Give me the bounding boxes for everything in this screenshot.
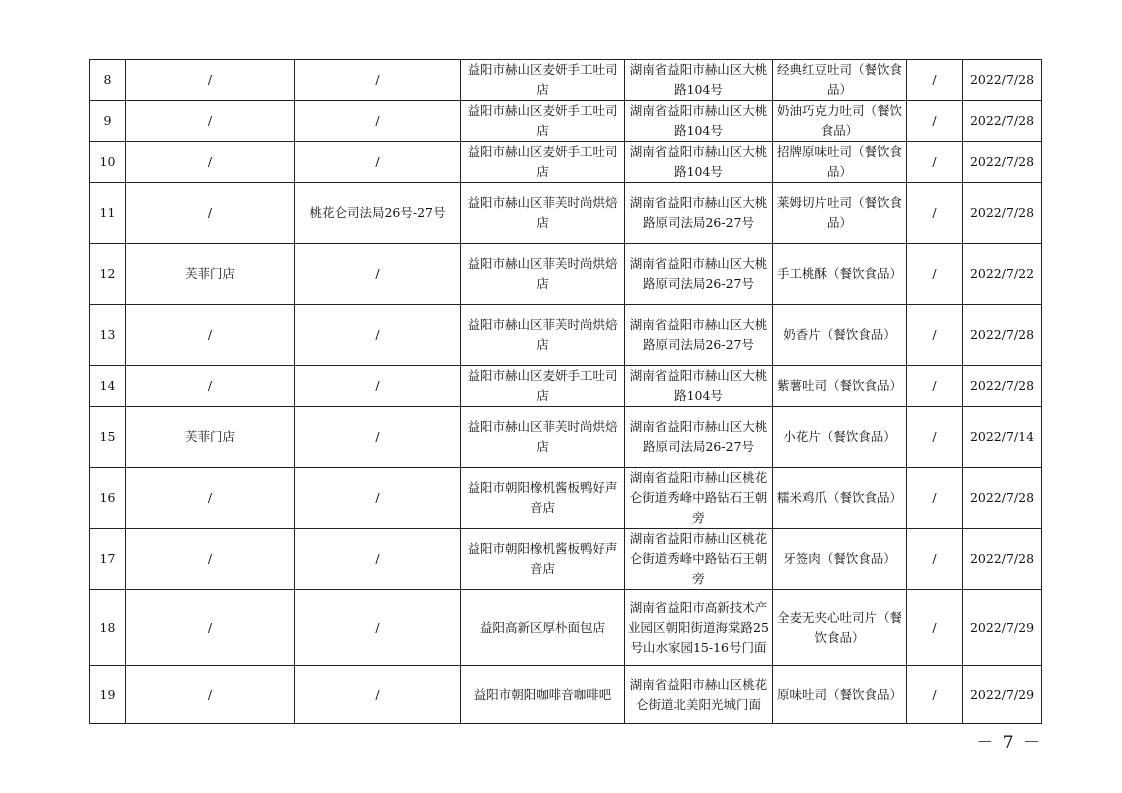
producer-cell: 益阳市赫山区菲芙时尚烘焙店 (461, 183, 625, 244)
cell: / (295, 529, 461, 590)
table-row (90, 529, 1042, 590)
cell: 芙菲门店 (126, 407, 295, 468)
cell: / (907, 529, 963, 590)
product-cell: 招牌原味吐司（餐饮食品） (773, 142, 907, 183)
row-number-cell: 10 (90, 142, 126, 183)
date-cell: 2022/7/28 (963, 529, 1042, 590)
row-number-cell: 14 (90, 366, 126, 407)
address-cell: 湖南省益阳市赫山区大桃路104号 (625, 60, 773, 101)
cell: / (126, 590, 295, 666)
cell: / (295, 101, 461, 142)
address-cell: 湖南省益阳市高新技术产业园区朝阳街道海棠路25号山水家园15-16号门面 (625, 590, 773, 666)
cell: / (295, 666, 461, 724)
address-cell: 湖南省益阳市赫山区大桃路104号 (625, 366, 773, 407)
table-row (90, 407, 1042, 468)
producer-cell: 益阳市赫山区菲芙时尚烘焙店 (461, 244, 625, 305)
cell: / (295, 142, 461, 183)
address-cell: 湖南省益阳市赫山区桃花仑街道秀峰中路钻石王朝旁 (625, 468, 773, 529)
address-cell: 湖南省益阳市赫山区大桃路104号 (625, 101, 773, 142)
address-cell: 湖南省益阳市赫山区大桃路原司法局26-27号 (625, 244, 773, 305)
cell: / (907, 468, 963, 529)
producer-cell: 益阳市赫山区麦妍手工吐司店 (461, 101, 625, 142)
date-cell: 2022/7/29 (963, 666, 1042, 724)
address-cell: 湖南省益阳市赫山区大桃路原司法局26-27号 (625, 183, 773, 244)
product-cell: 奶香片（餐饮食品） (773, 305, 907, 366)
product-cell: 莱姆切片吐司（餐饮食品） (773, 183, 907, 244)
page-number: － 7 － (976, 733, 1042, 753)
date-cell: 2022/7/28 (963, 142, 1042, 183)
producer-cell: 益阳市朝阳橡机酱板鸭好声音店 (461, 468, 625, 529)
address-cell: 湖南省益阳市赫山区大桃路原司法局26-27号 (625, 407, 773, 468)
cell: / (126, 366, 295, 407)
table-row (90, 244, 1042, 305)
producer-cell: 益阳市赫山区菲芙时尚烘焙店 (461, 407, 625, 468)
table-row (90, 305, 1042, 366)
product-cell: 小花片（餐饮食品） (773, 407, 907, 468)
cell: / (126, 101, 295, 142)
cell: / (295, 244, 461, 305)
cell: / (907, 666, 963, 724)
producer-cell: 益阳高新区厚朴面包店 (461, 590, 625, 666)
row-number-cell: 9 (90, 101, 126, 142)
product-cell: 经典红豆吐司（餐饮食品） (773, 60, 907, 101)
product-cell: 全麦无夹心吐司片（餐饮食品） (773, 590, 907, 666)
cell: / (295, 305, 461, 366)
cell: / (295, 468, 461, 529)
cell: / (126, 666, 295, 724)
cell: / (295, 60, 461, 101)
table-row (90, 142, 1042, 183)
producer-cell: 益阳市赫山区麦妍手工吐司店 (461, 60, 625, 101)
cell: / (126, 60, 295, 101)
date-cell: 2022/7/28 (963, 183, 1042, 244)
cell: / (907, 305, 963, 366)
cell: / (907, 590, 963, 666)
cell: 桃花仑司法局26号-27号 (295, 183, 461, 244)
cell: / (295, 407, 461, 468)
date-cell: 2022/7/29 (963, 590, 1042, 666)
cell: / (907, 366, 963, 407)
date-cell: 2022/7/28 (963, 101, 1042, 142)
producer-cell: 益阳市朝阳咖啡音咖啡吧 (461, 666, 625, 724)
cell: / (907, 183, 963, 244)
date-cell: 2022/7/28 (963, 305, 1042, 366)
address-cell: 湖南省益阳市赫山区大桃路原司法局26-27号 (625, 305, 773, 366)
producer-cell: 益阳市赫山区麦妍手工吐司店 (461, 366, 625, 407)
cell: / (126, 142, 295, 183)
cell: / (907, 244, 963, 305)
product-cell: 手工桃酥（餐饮食品） (773, 244, 907, 305)
product-cell: 奶油巧克力吐司（餐饮食品） (773, 101, 907, 142)
food-inspection-table (89, 59, 1042, 724)
table-row (90, 60, 1042, 101)
row-number-cell: 13 (90, 305, 126, 366)
row-number-cell: 12 (90, 244, 126, 305)
producer-cell: 益阳市赫山区菲芙时尚烘焙店 (461, 305, 625, 366)
row-number-cell: 19 (90, 666, 126, 724)
cell: / (126, 305, 295, 366)
date-cell: 2022/7/22 (963, 244, 1042, 305)
product-cell: 原味吐司（餐饮食品） (773, 666, 907, 724)
row-number-cell: 17 (90, 529, 126, 590)
row-number-cell: 15 (90, 407, 126, 468)
table-row (90, 590, 1042, 666)
row-number-cell: 8 (90, 60, 126, 101)
product-cell: 紫薯吐司（餐饮食品） (773, 366, 907, 407)
product-cell: 糯米鸡爪（餐饮食品） (773, 468, 907, 529)
address-cell: 湖南省益阳市赫山区桃花仑街道秀峰中路钻石王朝旁 (625, 529, 773, 590)
table-row (90, 366, 1042, 407)
cell: / (295, 590, 461, 666)
date-cell: 2022/7/14 (963, 407, 1042, 468)
cell: / (907, 101, 963, 142)
producer-cell: 益阳市朝阳橡机酱板鸭好声音店 (461, 529, 625, 590)
row-number-cell: 18 (90, 590, 126, 666)
date-cell: 2022/7/28 (963, 468, 1042, 529)
date-cell: 2022/7/28 (963, 60, 1042, 101)
row-number-cell: 11 (90, 183, 126, 244)
table-row (90, 666, 1042, 724)
cell: / (126, 183, 295, 244)
cell: 芙菲门店 (126, 244, 295, 305)
table-row (90, 101, 1042, 142)
cell: / (907, 142, 963, 183)
date-cell: 2022/7/28 (963, 366, 1042, 407)
cell: / (295, 366, 461, 407)
address-cell: 湖南省益阳市赫山区桃花仑街道北美阳光城门面 (625, 666, 773, 724)
table-row (90, 183, 1042, 244)
product-cell: 牙签肉（餐饮食品） (773, 529, 907, 590)
cell: / (907, 60, 963, 101)
producer-cell: 益阳市赫山区麦妍手工吐司店 (461, 142, 625, 183)
row-number-cell: 16 (90, 468, 126, 529)
cell: / (126, 529, 295, 590)
cell: / (126, 468, 295, 529)
cell: / (907, 407, 963, 468)
address-cell: 湖南省益阳市赫山区大桃路104号 (625, 142, 773, 183)
table-row (90, 468, 1042, 529)
